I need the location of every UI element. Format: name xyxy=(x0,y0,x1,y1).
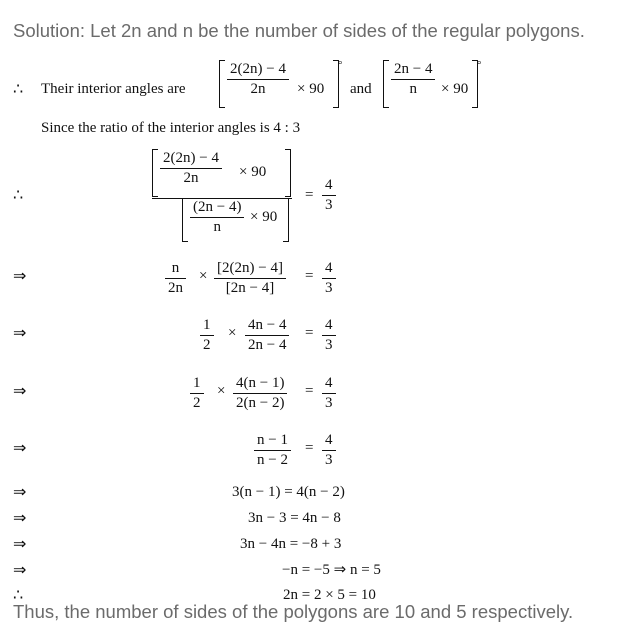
step2-fraction-b xyxy=(214,259,286,298)
angle2-fraction xyxy=(391,60,435,99)
step2-a-numerator: n xyxy=(171,260,180,276)
step3-b-numerator: 4n − 4 xyxy=(248,317,287,333)
step1-rhs xyxy=(322,176,336,215)
implies-symbol-7: ⇒ xyxy=(13,536,27,553)
equation-line-2: 3n − 3 = 4n − 8 xyxy=(248,510,341,526)
step4-equals: = xyxy=(305,383,314,399)
step3-rhs xyxy=(322,316,336,355)
step4-fraction-a xyxy=(190,374,204,413)
equation-line-3: 3n − 4n = −8 + 3 xyxy=(240,536,342,552)
step2-rhs xyxy=(322,259,336,298)
bottom-close-bracket xyxy=(283,198,289,242)
step3-rhs-denominator: 3 xyxy=(325,336,333,353)
interior-angles-label: Their interior angles are xyxy=(41,81,186,97)
step1-bottom-numerator: (2n − 4) xyxy=(193,199,242,215)
open-bracket-2 xyxy=(383,60,389,108)
implies-symbol-1: ⇒ xyxy=(13,268,27,285)
step4-rhs xyxy=(322,374,336,413)
step3-a-numerator: 1 xyxy=(203,317,211,333)
step1-equals: = xyxy=(305,187,314,203)
degree-1: ° xyxy=(338,59,343,71)
step5-rhs-denominator: 3 xyxy=(325,451,333,468)
step2-rhs-denominator: 3 xyxy=(325,279,333,296)
step5-equals: = xyxy=(305,440,314,456)
step2-b-denominator: [2n − 4] xyxy=(225,279,275,296)
implies-symbol-3: ⇒ xyxy=(13,383,27,400)
step2-equals: = xyxy=(305,268,314,284)
step4-b-numerator: 4(n − 1) xyxy=(236,375,285,391)
step4-rhs-denominator: 3 xyxy=(325,394,333,411)
step4-a-denominator: 2 xyxy=(193,394,201,411)
therefore-symbol: ∴ xyxy=(13,81,24,98)
angle2-times90: × 90 xyxy=(441,81,469,97)
solution-intro: Solution: Let 2n and n be the number of sides of the regular polygons. xyxy=(13,20,585,41)
implies-symbol-5: ⇒ xyxy=(13,484,27,501)
step2-rhs-numerator: 4 xyxy=(325,260,333,276)
angle2-numerator: 2n − 4 xyxy=(394,61,433,77)
step3-fraction-a xyxy=(200,316,214,355)
step5-numerator: n − 1 xyxy=(257,432,288,448)
step3-equals: = xyxy=(305,325,314,341)
step4-rhs-numerator: 4 xyxy=(325,375,333,391)
equation-line-4: −n = −5 ⇒ n = 5 xyxy=(282,562,381,578)
solution-conclusion: Thus, the number of sides of the polygons are 10 and 5 respectively. xyxy=(13,601,574,622)
step1-top-times90: × 90 xyxy=(239,164,267,180)
step4-times: × xyxy=(217,383,226,399)
step5-rhs xyxy=(322,431,336,470)
top-open-bracket xyxy=(152,149,158,197)
step1-rhs-denominator: 3 xyxy=(325,196,333,213)
equation-line-1: 3(n − 1) = 4(n − 2) xyxy=(232,484,345,500)
top-close-bracket xyxy=(285,149,291,197)
step1-top-denominator: 2n xyxy=(183,169,199,186)
step3-rhs-numerator: 4 xyxy=(325,317,333,333)
step4-b-denominator: 2(n − 2) xyxy=(236,394,285,411)
implies-symbol-6: ⇒ xyxy=(13,510,27,527)
step3-times: × xyxy=(228,325,237,341)
step2-fraction-a xyxy=(165,259,186,298)
therefore-symbol-2: ∴ xyxy=(13,187,24,204)
step5-denominator: n − 2 xyxy=(257,451,288,468)
step1-top-numerator: 2(2n) − 4 xyxy=(163,150,219,166)
step1-rhs-numerator: 4 xyxy=(325,177,333,193)
step1-top-fraction xyxy=(160,149,222,188)
step1-bottom-fraction xyxy=(190,198,244,237)
open-bracket-1 xyxy=(219,60,225,108)
step5-fraction xyxy=(254,431,291,470)
step3-b-denominator: 2n − 4 xyxy=(248,336,287,353)
step5-rhs-numerator: 4 xyxy=(325,432,333,448)
step1-bottom-denominator: n xyxy=(213,218,221,235)
step2-a-denominator: 2n xyxy=(168,279,183,296)
implies-symbol-8: ⇒ xyxy=(13,562,27,579)
and-word: and xyxy=(350,81,372,97)
step2-times: × xyxy=(199,268,208,284)
angle1-times90: × 90 xyxy=(297,81,325,97)
step2-b-numerator: [2(2n) − 4] xyxy=(217,260,283,276)
therefore-symbol-3: ∴ xyxy=(13,587,24,604)
step4-fraction-b xyxy=(233,374,287,413)
degree-2: ° xyxy=(477,59,482,71)
implies-symbol-4: ⇒ xyxy=(13,440,27,457)
equation-line-5: 2n = 2 × 5 = 10 xyxy=(283,587,376,603)
implies-symbol-2: ⇒ xyxy=(13,325,27,342)
step3-a-denominator: 2 xyxy=(203,336,211,353)
step1-bottom-times90: × 90 xyxy=(250,209,278,225)
angle2-denominator: n xyxy=(409,80,417,97)
angle1-numerator: 2(2n) − 4 xyxy=(230,61,286,77)
ratio-statement: Since the ratio of the interior angles is 4 : 3 xyxy=(41,120,301,136)
step4-a-numerator: 1 xyxy=(193,375,201,391)
angle1-denominator: 2n xyxy=(250,80,266,97)
bottom-open-bracket xyxy=(182,198,188,242)
step3-fraction-b xyxy=(245,316,289,355)
angle1-fraction xyxy=(227,60,289,99)
